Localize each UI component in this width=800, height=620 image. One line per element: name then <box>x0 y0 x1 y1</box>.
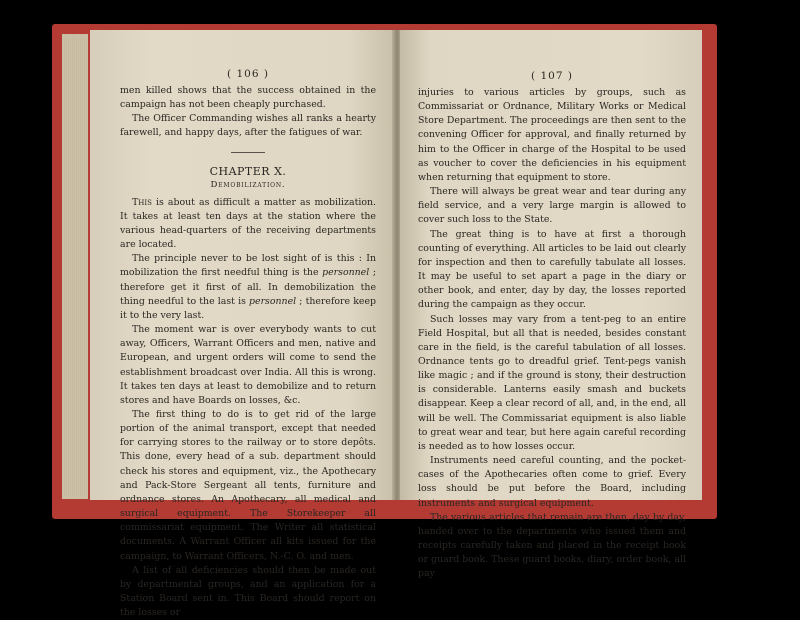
running-head-left: ( 106 ) <box>227 68 269 80</box>
left-page-text <box>120 84 376 620</box>
paragraph: The first thing to do is to get rid of the large portion of the animal transport, except that needed for carrying stores to the railway or to store depôts. This done, every head of a sub. department should check his stores and equipment, viz., the Apothecary and Pack-Store Sergeant all tents, furniture and ordnance stores. An Apothecary, all medical and surgical equipment. The Storekeeper all commissariat equipment. The Writer all statistical documents. A Warrant Officer all kits issued for the campaign, to Warrant Officers, N.-C. O. and men. <box>120 408 376 562</box>
right-page <box>400 30 702 580</box>
paragraph <box>120 252 376 323</box>
paragraph: Instruments need careful counting, and the pocket-cases of the Apothecaries often come to grief. Every loss should be put before the Board, including instruments and surgical equipment. <box>418 455 686 509</box>
paragraph: The Officer Commanding wishes all ranks a hearty farewell, and happy days, after the fatigues of war. <box>120 113 376 139</box>
paragraph-body: is about as difficult a matter as mobilization. It takes at least ten days at the station where the various head-quarters of the receiving departments are located. <box>120 196 376 251</box>
paragraph: The various articles that remain are then, day by day, handed over to the departments who issued them and receipts carefully taken and placed in the receipt book or guard book. These guard books, diary, order book, all pay <box>418 511 686 580</box>
divider <box>231 152 265 153</box>
running-head-right: ( 107 ) <box>531 70 573 82</box>
drop-word: This <box>132 196 152 208</box>
paragraph: injuries to various articles by groups, such as Commissariat or Ordnance, Military Works or Medical Store Department. The proceedings are then sent to the convening Officer for approval, and finally returned by him to the Officer in charge of the Hospital to be used as voucher to cover the deficiencies in his equipment when returning that equipment to store. <box>418 87 686 183</box>
left-page <box>90 30 394 619</box>
italic-term: personnel <box>249 295 297 307</box>
chapter-subtitle: Demobilization. <box>210 179 286 190</box>
paragraph: A list of all deficiencies should then be made out by departmental groups, and an application for a Station Board sent in. This Board should report on the losses or <box>120 564 376 619</box>
paragraph: The great thing is to have at first a thorough counting of everything. All articles to be laid out clearly for inspection and then to carefully tabulate all losses. It may be useful to set apart a page in the diary or other book, and enter, day by day, the losses reported during the campaign as they occur. <box>418 228 686 311</box>
page-edges <box>62 34 88 499</box>
text-run: ; therefore get it first of all. In demobilization the thing needful to the last is <box>120 267 377 307</box>
paragraph: men killed shows that the success obtained in the campaign has not been cheaply purchased. <box>120 85 376 111</box>
paragraph <box>120 196 376 253</box>
chapter-title: CHAPTER X. <box>209 164 287 178</box>
text-run: ; therefore keep it to the very last. <box>120 295 377 321</box>
paragraph: There will always be great wear and tear during any field service, and a very large margin is allowed to cover such loss to the State. <box>418 186 686 226</box>
paragraph: The moment war is over everybody wants to cut away, Officers, Warrant Officers and men, native and European, and urgent orders will come to send the establishment broadcast over India. All this is wrong. It takes ten days at least to demobilize and to return stores and have Boards on losses, &c. <box>120 324 376 406</box>
paragraph: Such losses may vary from a tent-peg to an entire Field Hospital, but all that is needed, besides constant care in the field, is the careful tabulation of all losses. Ordnance tents go to dreadful grief. Tent-pegs vanish like magic ; and if the ground is stony, their destruction is considerable. Lanterns easily smash and buckets disappear. Keep a clear record of all, and, in the end, all will be well. The Commissariat equipment is also liable to great wear and tear, but here again careful recording is needed as to how losses occur. <box>418 313 686 452</box>
text-run: The principle never to be lost sight of is this : In mobilization the first needful thing is the <box>120 253 376 279</box>
right-page-text <box>418 86 686 581</box>
italic-term: personnel <box>322 267 370 279</box>
